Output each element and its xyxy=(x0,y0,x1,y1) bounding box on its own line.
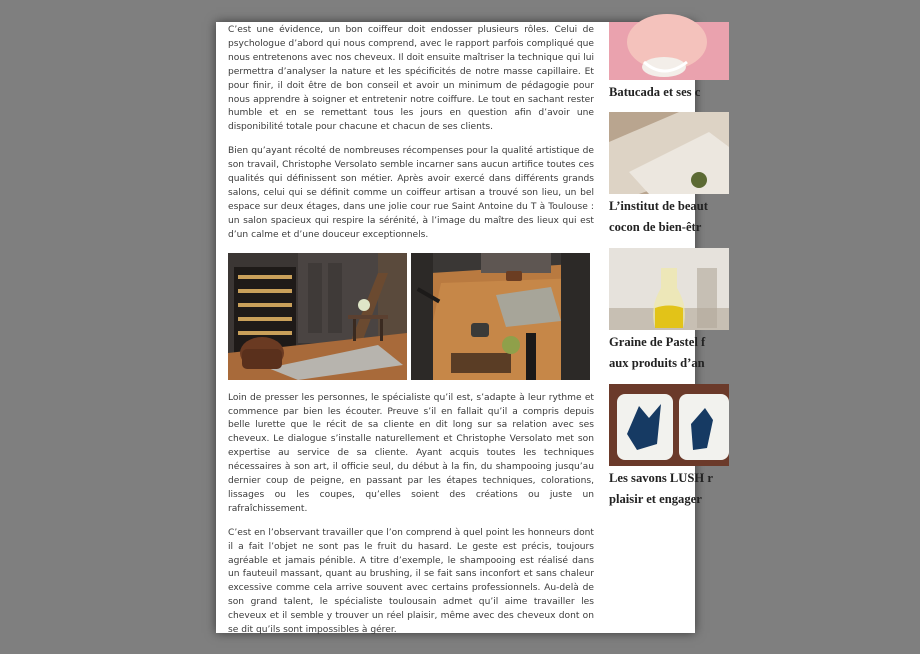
salon-photos xyxy=(228,253,594,380)
related-article-card-4[interactable] xyxy=(609,384,729,510)
related-article-title-3-line1[interactable]: Graine de Pastel f xyxy=(609,335,706,349)
article-paragraph-2: Bien qu’ayant récolté de nombreuses récompenses pour la qualité artistique de son travail, Christophe Versolato semble incarner sans aucun artifice toutes ces qualités qui définissent son métier. Après avoir exercé dans différents grands salons, celui qui se définit comme un coiffeur artisan a trouvé son lieu, un bel espace sur deux étages, dans une jolie cour rue Saint Antoine du T à Toulouse : un salon spacieux qui respire la sérénité, à l’image du maître des lieux qui est d’un calme et d’une douceur exceptionnels. xyxy=(228,146,594,240)
article-paragraph-3: Loin de presser les personnes, le spécialiste qu’il est, s’adapte à leur rythme et commence par bien les écouter. Preuve s’il en fallait qu’il a compris depuis belle lurette que le récit de sa cliente en dit long sur sa relation avec ses cheveux. Le dialogue s’installe naturellement et Christophe Versolato met son expertise au service de sa cliente. Ayant acquis toutes les techniques nécessaires à son art, il officie seul, du début à la fin, du shampooing jusqu’au dernier coup de peigne, en passant par les étapes techniques, colorations, lissages ou les coupes, qu’elles soient des créations ou juste un rafraîchissement. xyxy=(228,392,594,514)
related-article-title-2-line1[interactable]: L’institut de beaut xyxy=(609,199,708,213)
related-article-card-1[interactable] xyxy=(609,22,729,103)
related-article-title-3-line2[interactable]: aux produits d’an xyxy=(609,356,705,370)
article-paragraph-1: C’est une évidence, un bon coiffeur doit endosser plusieurs rôles. Celui de psychologue d’abord qui nous comprend, avec le rapport parfois compliqué que nous entretenons avec nos cheveux. Il doit ensuite maîtriser la technique qui lui permettra d’analyser la nature et les spécificités de notre masse capillaire. Et pour finir, il doit être de bon conseil et avoir un minimum de pédagogie pour nous apprendre à soigner et entretenir notre coiffure. Le tout en sachant rester humble et en se remettant tous les jours en question afin d’avoir une disponibilité totale pour chacune et chacun de ses clients. xyxy=(228,25,594,133)
related-article-title-4-line2[interactable]: plaisir et engager xyxy=(609,492,702,506)
related-article-thumb-4[interactable] xyxy=(609,384,729,466)
related-article-thumb-2[interactable] xyxy=(609,112,729,194)
article-body xyxy=(228,24,594,648)
related-article-card-3[interactable] xyxy=(609,248,729,374)
salon-photo-staircase[interactable] xyxy=(228,253,407,380)
related-article-card-2[interactable] xyxy=(609,112,729,238)
related-article-title-1[interactable]: Batucada et ses c xyxy=(609,85,701,99)
related-article-title-2-line2[interactable]: cocon de bien-êtr xyxy=(609,220,702,234)
related-article-thumb-3[interactable] xyxy=(609,248,729,330)
article-page xyxy=(216,22,713,636)
article-paragraph-4: C’est en l’observant travailler que l’on comprend à quel point les honneurs dont il a fait l’objet ne sont pas le fruit du hasard. Le geste est précis, toujours agréable et jamais pénible. A titre d’exemple, le shampooing est réalisé dans un fauteuil massant, quant au brushing, il se fait sans inconfort et sans chaleur excessive comme cela arrive souvent avec certains professionnels. Au-delà de son grand talent, le spécialiste toulousain admet qu’il aime travailler les cheveux et il semble y trouver un réel plaisir, même avec des cheveux dont on se dit qu’ils sont impossibles à gérer. xyxy=(228,527,594,636)
salon-photo-overhead[interactable] xyxy=(411,253,590,380)
related-article-thumb-1[interactable] xyxy=(609,22,729,80)
related-article-title-4-line1[interactable]: Les savons LUSH r xyxy=(609,471,713,485)
